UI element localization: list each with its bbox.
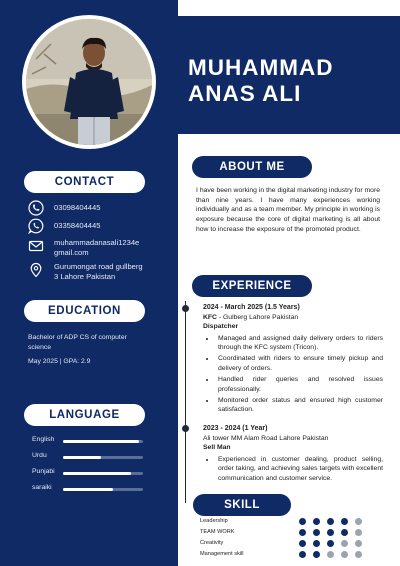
language-heading: LANGUAGE [24, 404, 145, 426]
skill-dot-filled [299, 518, 306, 525]
experience-company-name: KFC [203, 313, 217, 321]
name-last: ANAS ALI [188, 81, 302, 106]
experience-company-location: Ali tower MM Alam Road Lahore Pakistan [203, 434, 329, 442]
phone-icon [28, 200, 44, 216]
about-heading: ABOUT ME [192, 156, 312, 178]
language-row [32, 436, 147, 446]
experience-bullets [216, 455, 383, 484]
skill-dot-empty [341, 540, 348, 547]
experience-role: Dispatcher [203, 323, 239, 331]
education-degree: Bachelor of ADP CS of computer science [28, 334, 127, 351]
language-level-fill [63, 440, 139, 443]
experience-bullets [216, 334, 383, 415]
skill-dot-filled [299, 551, 306, 558]
skill-dot-filled [313, 551, 320, 558]
language-level-fill [63, 488, 113, 491]
contact-heading: CONTACT [24, 171, 145, 193]
language-level-track [63, 488, 143, 491]
skill-dot-empty [355, 540, 362, 547]
email-icon [28, 238, 44, 254]
contact-address-text: Gurumongat road gullberg 3 Lahore Pakistan [54, 262, 143, 281]
contact-address [28, 262, 148, 282]
education-date-gpa: May 2025 | GPA: 2.9 [28, 358, 91, 365]
language-row [32, 484, 147, 494]
name-first: MUHAMMAD [188, 55, 334, 80]
skill-name: Leadership [200, 518, 228, 524]
skill-dot-filled [327, 518, 334, 525]
skill-name: Creativity [200, 540, 224, 546]
skill-name: Management skill [200, 551, 244, 557]
location-pin-icon [28, 262, 44, 278]
experience-company [203, 313, 383, 323]
profile-photo-image [26, 19, 152, 145]
contact-phone-text: 03098404445 [54, 203, 101, 212]
timeline-line [185, 301, 186, 503]
experience-role: Sell Man [203, 444, 231, 452]
about-text: I have been working in the digital marketing industry for more than nine years. I have many experiences working individually and as a team member. My principle in working is exposure because the core of digital marketing is all about how to increase the exposure of the promoted product. [196, 187, 380, 233]
contact-whatsapp [28, 218, 148, 234]
language-level-track [63, 456, 143, 459]
profile-photo [26, 19, 152, 145]
timeline-dot [182, 305, 189, 312]
language-level-track [63, 440, 143, 443]
skill-dot-empty [327, 551, 334, 558]
skill-name: TEAM WORK [200, 529, 235, 535]
language-name: saraiki [32, 484, 52, 491]
experience-bullet: • Experienced in customer dealing, product selling, order taking, and achieving sales targets with excellent communication and customer service. [216, 455, 383, 484]
skill-dot-filled [313, 518, 320, 525]
skill-dot-empty [355, 529, 362, 536]
skill-dot-empty [355, 518, 362, 525]
experience-entry [203, 303, 383, 417]
language-name: English [32, 436, 55, 443]
experience-entry [203, 424, 383, 485]
experience-heading: EXPERIENCE [192, 275, 312, 297]
whatsapp-icon [28, 218, 44, 234]
education-heading: EDUCATION [24, 300, 145, 322]
experience-bullet: • Coordinated with riders to ensure timely pickup and delivery of orders. [216, 354, 383, 373]
language-row [32, 468, 147, 478]
experience-company-location: - Gulberg Lahore Pakistan [216, 313, 299, 321]
contact-whatsapp-text: 03358404445 [54, 221, 101, 230]
timeline-dot [182, 425, 189, 432]
experience-bullet: • Monitored order status and ensured high customer satisfaction. [216, 396, 383, 415]
skill-dot-filled [313, 540, 320, 547]
contact-email-text: muhammadanasali1234e gmail.com [54, 238, 140, 257]
experience-dates: 2024 - March 2025 (1.5 Years) [203, 304, 300, 311]
contact-email [28, 238, 148, 258]
language-level-fill [63, 472, 131, 475]
skill-dot-empty [355, 551, 362, 558]
skill-dot-filled [313, 529, 320, 536]
language-row [32, 452, 147, 462]
language-level-track [63, 472, 143, 475]
skill-dot-filled [299, 540, 306, 547]
skill-heading: SKILL [193, 494, 291, 516]
language-level-fill [63, 456, 101, 459]
language-name: Urdu [32, 452, 47, 459]
skill-dot-filled [327, 540, 334, 547]
experience-bullet: • Managed and assigned daily delivery orders to riders through the KFC system (Tricon). [216, 334, 383, 353]
experience-dates: 2023 - 2024 (1 Year) [203, 425, 268, 432]
skill-dot-filled [327, 529, 334, 536]
experience-company [203, 434, 383, 444]
contact-phone [28, 200, 148, 216]
skill-dot-filled [341, 529, 348, 536]
skill-dot-filled [299, 529, 306, 536]
skill-dot-empty [341, 551, 348, 558]
experience-bullet: • Handled rider queries and resolved issues professionally. [216, 375, 383, 394]
skill-dot-filled [341, 518, 348, 525]
language-name: Punjabi [32, 468, 55, 475]
